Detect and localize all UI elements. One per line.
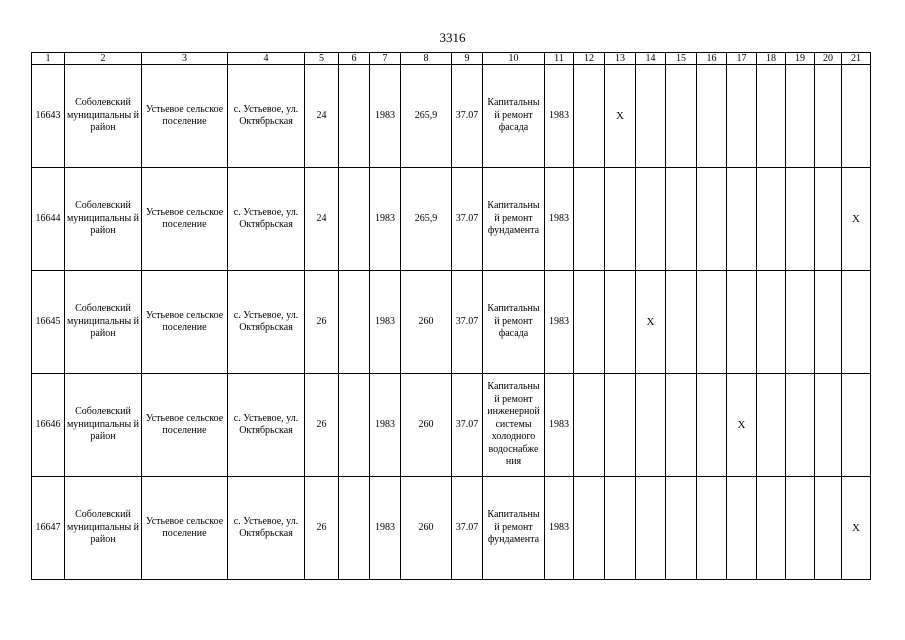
table-cell-col-16 [697, 65, 727, 168]
table-cell-col-18 [757, 374, 786, 477]
table-cell-col-17 [727, 65, 757, 168]
table-cell-col-13: Х [605, 65, 636, 168]
table-cell-col-21 [842, 65, 871, 168]
table-cell-col-7: 1983 [370, 477, 401, 580]
table-cell-col-1: 16643 [32, 65, 65, 168]
column-header: 9 [452, 53, 483, 65]
table-cell-col-10: Капитальны й ремонт фасада [483, 271, 545, 374]
table-cell-col-18 [757, 477, 786, 580]
table-cell-col-17 [727, 168, 757, 271]
table-cell-col-13 [605, 168, 636, 271]
table-cell-col-11: 1983 [545, 374, 574, 477]
column-header: 16 [697, 53, 727, 65]
table-cell-col-17 [727, 271, 757, 374]
table-cell-col-3: Устьевое сельское поселение [142, 168, 228, 271]
table-cell-col-4: с. Устьевое, ул. Октябрьская [228, 168, 305, 271]
table-cell-col-1: 16646 [32, 374, 65, 477]
table-cell-col-9: 37.07 [452, 168, 483, 271]
table-row [32, 65, 871, 168]
column-header: 18 [757, 53, 786, 65]
table-body [32, 65, 871, 580]
table-cell-col-7: 1983 [370, 65, 401, 168]
table-cell-col-14 [636, 374, 666, 477]
table-cell-col-14 [636, 477, 666, 580]
table-cell-col-5: 24 [305, 168, 339, 271]
table-cell-col-21 [842, 271, 871, 374]
table-cell-col-8: 260 [401, 374, 452, 477]
registry-table [31, 52, 871, 580]
table-cell-col-7: 1983 [370, 374, 401, 477]
table-cell-col-2: Соболевский муниципальны й район [65, 477, 142, 580]
table-cell-col-13 [605, 271, 636, 374]
table-cell-col-13 [605, 477, 636, 580]
table-cell-col-11: 1983 [545, 477, 574, 580]
table-cell-col-15 [666, 374, 697, 477]
table-cell-col-2: Соболевский муниципальны й район [65, 374, 142, 477]
table-cell-col-12 [574, 477, 605, 580]
table-cell-col-1: 16645 [32, 271, 65, 374]
table-cell-col-8: 260 [401, 477, 452, 580]
table-cell-col-19 [786, 374, 815, 477]
table-cell-col-5: 26 [305, 374, 339, 477]
table-cell-col-19 [786, 168, 815, 271]
table-row [32, 374, 871, 477]
table-cell-col-20 [815, 374, 842, 477]
table-cell-col-9: 37.07 [452, 374, 483, 477]
table-cell-col-6 [339, 271, 370, 374]
column-header: 15 [666, 53, 697, 65]
table-cell-col-16 [697, 374, 727, 477]
column-header: 2 [65, 53, 142, 65]
table-cell-col-9: 37.07 [452, 65, 483, 168]
table-cell-col-2: Соболевский муниципальны й район [65, 271, 142, 374]
table-cell-col-2: Соболевский муниципальны й район [65, 168, 142, 271]
table-cell-col-4: с. Устьевое, ул. Октябрьская [228, 477, 305, 580]
column-header: 8 [401, 53, 452, 65]
table-cell-col-15 [666, 477, 697, 580]
table-cell-col-16 [697, 477, 727, 580]
table-cell-col-8: 265,9 [401, 168, 452, 271]
table-cell-col-10: Капитальны й ремонт инженерной системы холодного водоснабже ния [483, 374, 545, 477]
column-header: 19 [786, 53, 815, 65]
table-cell-col-21: Х [842, 477, 871, 580]
column-header: 4 [228, 53, 305, 65]
column-header: 5 [305, 53, 339, 65]
table-cell-col-5: 26 [305, 477, 339, 580]
table-cell-col-4: с. Устьевое, ул. Октябрьская [228, 65, 305, 168]
column-header: 20 [815, 53, 842, 65]
table-cell-col-9: 37.07 [452, 477, 483, 580]
table-cell-col-2: Соболевский муниципальны й район [65, 65, 142, 168]
table-cell-col-13 [605, 374, 636, 477]
table-cell-col-12 [574, 65, 605, 168]
column-header: 13 [605, 53, 636, 65]
table-cell-col-18 [757, 168, 786, 271]
column-header: 17 [727, 53, 757, 65]
table-cell-col-20 [815, 65, 842, 168]
column-header: 14 [636, 53, 666, 65]
column-header: 10 [483, 53, 545, 65]
column-header: 11 [545, 53, 574, 65]
table-cell-col-16 [697, 168, 727, 271]
table-cell-col-4: с. Устьевое, ул. Октябрьская [228, 374, 305, 477]
table-cell-col-12 [574, 168, 605, 271]
table-cell-col-6 [339, 374, 370, 477]
table-cell-col-5: 26 [305, 271, 339, 374]
table-cell-col-19 [786, 271, 815, 374]
table-cell-col-17 [727, 477, 757, 580]
table-cell-col-16 [697, 271, 727, 374]
table-cell-col-11: 1983 [545, 271, 574, 374]
table-cell-col-10: Капитальны й ремонт фасада [483, 65, 545, 168]
header-row [32, 53, 871, 65]
table-cell-col-11: 1983 [545, 168, 574, 271]
table-cell-col-18 [757, 271, 786, 374]
table-cell-col-20 [815, 168, 842, 271]
table-cell-col-19 [786, 477, 815, 580]
table-cell-col-8: 260 [401, 271, 452, 374]
table-cell-col-1: 16647 [32, 477, 65, 580]
table-cell-col-6 [339, 477, 370, 580]
column-header: 12 [574, 53, 605, 65]
table-cell-col-3: Устьевое сельское поселение [142, 271, 228, 374]
table-cell-col-12 [574, 271, 605, 374]
table-cell-col-5: 24 [305, 65, 339, 168]
table-cell-col-14: Х [636, 271, 666, 374]
table-cell-col-6 [339, 65, 370, 168]
table-cell-col-12 [574, 374, 605, 477]
table-cell-col-20 [815, 271, 842, 374]
table-row [32, 168, 871, 271]
table-cell-col-21 [842, 374, 871, 477]
table-cell-col-14 [636, 65, 666, 168]
page-number: 3316 [439, 30, 466, 45]
table-cell-col-3: Устьевое сельское поселение [142, 374, 228, 477]
table-cell-col-21: Х [842, 168, 871, 271]
table-cell-col-17: Х [727, 374, 757, 477]
column-header: 3 [142, 53, 228, 65]
table-cell-col-4: с. Устьевое, ул. Октябрьская [228, 271, 305, 374]
table-cell-col-9: 37.07 [452, 271, 483, 374]
column-header: 7 [370, 53, 401, 65]
table-cell-col-11: 1983 [545, 65, 574, 168]
table-cell-col-18 [757, 65, 786, 168]
table-cell-col-7: 1983 [370, 271, 401, 374]
column-header: 6 [339, 53, 370, 65]
table-row [32, 477, 871, 580]
table-cell-col-14 [636, 168, 666, 271]
table-cell-col-15 [666, 65, 697, 168]
table-cell-col-15 [666, 168, 697, 271]
column-header: 21 [842, 53, 871, 65]
table-cell-col-1: 16644 [32, 168, 65, 271]
table-cell-col-20 [815, 477, 842, 580]
table-cell-col-3: Устьевое сельское поселение [142, 65, 228, 168]
table-cell-col-10: Капитальны й ремонт фундамента [483, 168, 545, 271]
table-cell-col-3: Устьевое сельское поселение [142, 477, 228, 580]
table-cell-col-7: 1983 [370, 168, 401, 271]
table-cell-col-15 [666, 271, 697, 374]
table-cell-col-8: 265,9 [401, 65, 452, 168]
column-header: 1 [32, 53, 65, 65]
table-cell-col-19 [786, 65, 815, 168]
table-cell-col-6 [339, 168, 370, 271]
table-row [32, 271, 871, 374]
table-cell-col-10: Капитальны й ремонт фундамента [483, 477, 545, 580]
